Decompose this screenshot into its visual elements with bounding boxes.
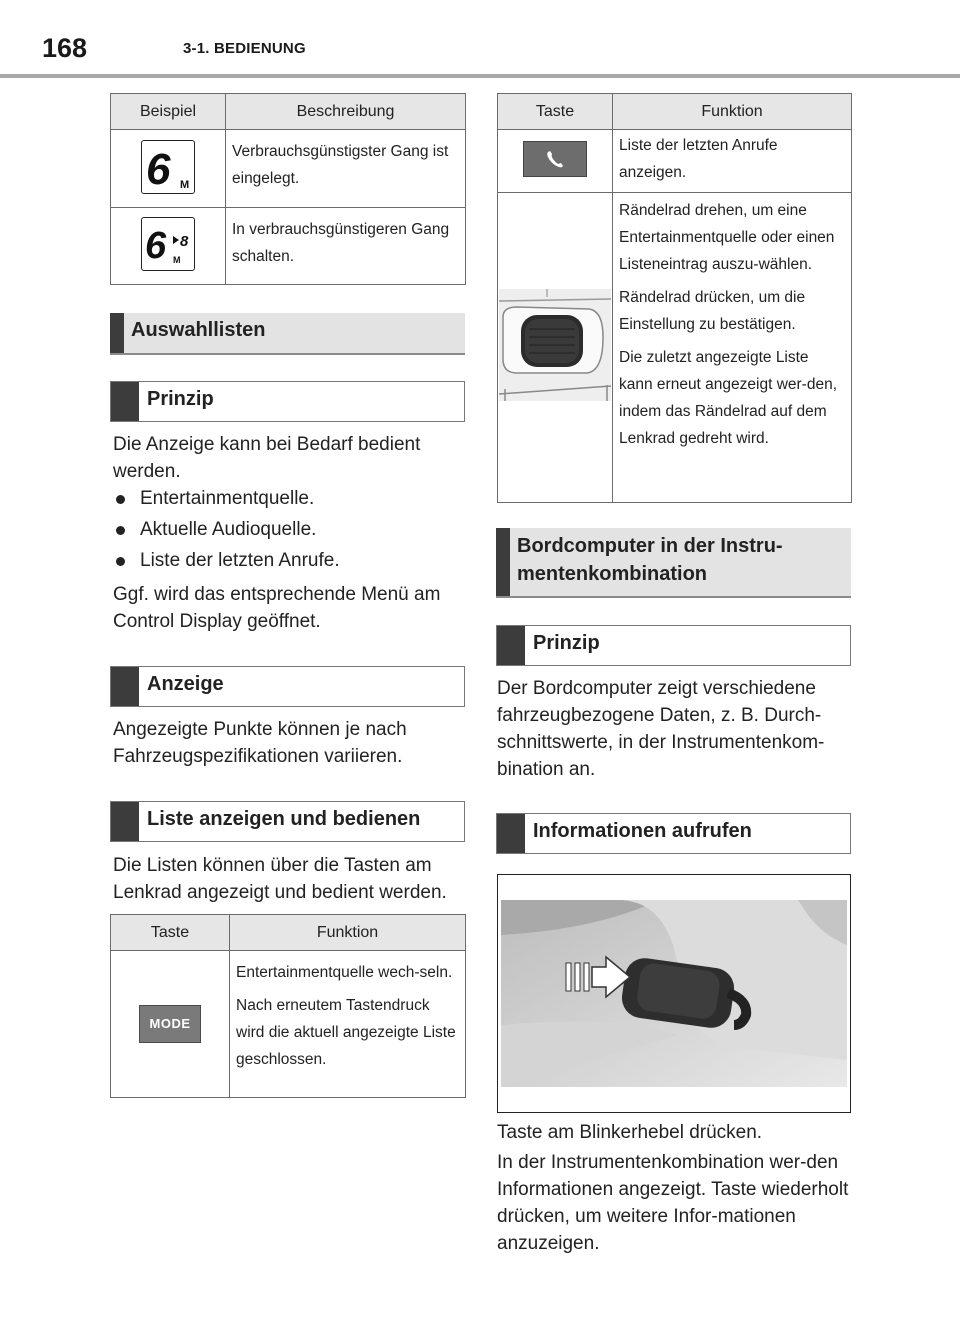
subsection-anzeige	[110, 666, 465, 707]
thumbwheel-desc: Rändelrad drehen, um eine Entertainmentquelle oder einen Listeneintrag auszu-wählen. Rändelrad drücken, um die Einstellung zu bestätigen. Die zuletzt angezeigte Liste kann erneut angezeigt wer-den, indem das Rändelrad auf dem Lenkrad gedreht wird.	[613, 193, 852, 503]
mode-desc: Entertainmentquelle wech-seln. Nach erneutem Tastendruck wird die aktuell angezeigte Liste geschlossen.	[230, 951, 466, 1098]
bullet-icon	[116, 557, 125, 566]
phone-icon	[498, 130, 613, 193]
section-title: 3-1. BEDIENUNG	[183, 40, 306, 57]
subsection-heading: Liste anzeigen und bedienen	[147, 808, 421, 830]
mode-table	[110, 914, 466, 1098]
svg-text:8: 8	[180, 233, 189, 250]
section-bordcomputer	[496, 528, 851, 598]
subsection-heading: Anzeige	[147, 673, 224, 695]
svg-text:6: 6	[146, 144, 171, 193]
bullet-icon	[116, 526, 125, 535]
section-heading-line1: Bordcomputer in der Instru-	[517, 535, 783, 557]
svg-text:M: M	[180, 178, 190, 191]
table-row-desc: In verbrauchsgünstigeren Gang schalten.	[226, 208, 466, 285]
steering-keys-table	[497, 93, 852, 503]
svg-text:6: 6	[145, 225, 167, 267]
mode-key-label: MODE	[139, 1005, 201, 1043]
subsection-liste-anzeigen	[110, 801, 465, 842]
page-number: 168	[42, 33, 88, 63]
prinzip-intro: Die Anzeige kann bei Bedarf bedient werden.	[113, 434, 421, 482]
subsection-heading: Informationen aufrufen	[533, 820, 752, 842]
phone-desc: Liste der letzten Anrufe anzeigen.	[613, 130, 852, 193]
subsection-heading: Prinzip	[533, 632, 600, 654]
col-header-beschreibung: Beschreibung	[226, 94, 466, 130]
bullet-icon	[116, 495, 125, 504]
mode-key-icon	[111, 951, 230, 1098]
taste-drucken: Taste am Blinkerhebel drücken.	[497, 1122, 763, 1143]
prinzip-note: Ggf. wird das entsprechende Menü am Control Display geöffnet.	[113, 584, 441, 632]
col-header-beispiel: Beispiel	[111, 94, 226, 130]
section-heading-line2: mentenkombination	[517, 563, 708, 585]
thumbwheel-photo	[498, 193, 613, 503]
svg-text:M: M	[173, 255, 181, 265]
header-rule	[0, 74, 960, 78]
bordcomputer-text: Der Bordcomputer zeigt verschiedene fahrzeugbezogene Daten, z. B. Durch-schnittswerte, in der Instrumentenkom-bination an.	[497, 678, 825, 780]
table-row-desc: Verbrauchsgünstigster Gang ist eingelegt.	[226, 130, 466, 208]
liste-text: Die Listen können über die Tasten am Lenkrad angezeigt und bedient werden.	[113, 855, 447, 903]
gear-6-to-8-icon	[111, 208, 226, 285]
gear-6-m-icon	[111, 130, 226, 208]
section-auswahllisten	[110, 313, 465, 355]
col-header-funktion: Funktion	[613, 94, 852, 130]
turn-signal-lever-photo	[497, 874, 851, 1113]
subsection-prinzip-right	[496, 625, 851, 666]
col-header-taste: Taste	[111, 915, 230, 951]
col-header-taste: Taste	[498, 94, 613, 130]
gear-table	[110, 93, 466, 285]
section-heading: Auswahllisten	[131, 319, 266, 341]
subsection-heading: Prinzip	[147, 388, 214, 410]
anzeige-text: Angezeigte Punkte können je nach Fahrzeugspezifikationen variieren.	[113, 719, 407, 767]
subsection-prinzip-left	[110, 381, 465, 422]
subsection-informationen	[496, 813, 851, 854]
info-text: In der Instrumentenkombination wer-den Informationen angezeigt. Taste wiederholt drücken, um weitere Infor-mationen anzuzeigen.	[497, 1152, 849, 1254]
col-header-funktion: Funktion	[230, 915, 466, 951]
